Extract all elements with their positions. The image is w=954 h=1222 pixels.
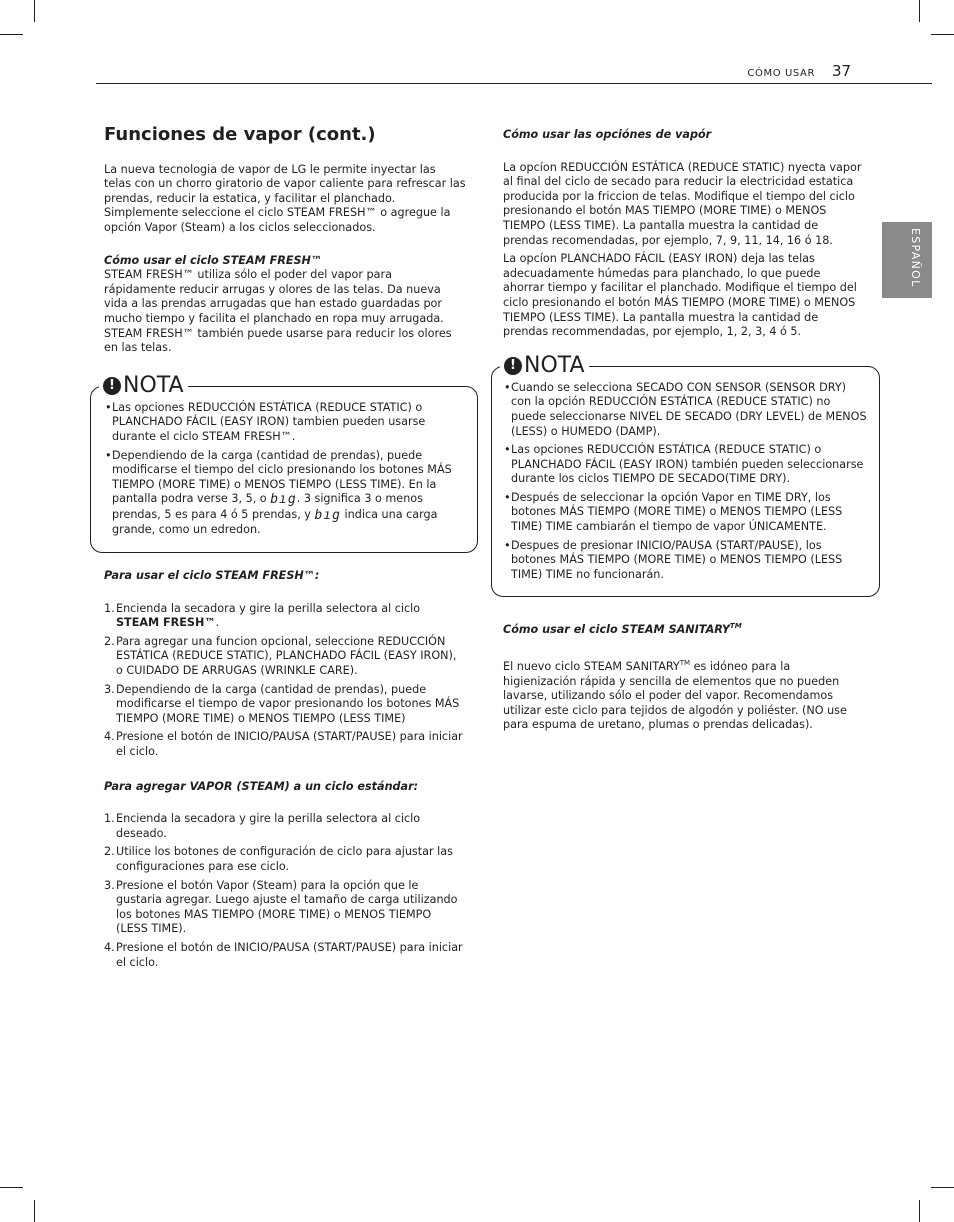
big-display-icon: bıg: [270, 492, 297, 508]
step-item: [104, 941, 466, 970]
warning-icon: !: [504, 357, 522, 375]
note-item: • Las opciones REDUCCIÓN ESTÁTICA (REDUCE STATIC) o PLANCHADO FÁCIL (EASY IRON) también pueden seleccionarse durante los ciclos TIEMPO DE SECADO(TIME DRY).: [504, 443, 867, 487]
page-number: 37: [832, 62, 852, 80]
easy-iron-paragraph: La opcíon PLANCHADO FÁCIL (EASY IRON) deja las telas adecuadamente húmedas para planchado, lo que puede ahorrar tiempo y facilitar el planchado. Modifique el tiempo del ciclo presionando el botón MÁS TIEMPO (MORE TIME) o MENOS TIEMPO (LESS TIME). La pantalla muestra la cantidad de prendas recommendadas, por ejemplo, 1, 2, 3, 4 ó 5.: [503, 252, 857, 339]
step-text: Encienda la secadora y gire la perilla selectora al ciclo deseado.: [116, 812, 421, 840]
crop-mark: [931, 34, 954, 35]
note-item: • Las opciones REDUCCIÓN ESTÁTICA (REDUCE STATIC) o PLANCHADO FÁCIL (EASY IRON) tambien pueden usarse durante el ciclo STEAM FRESH™.: [105, 401, 465, 445]
step-text: Presione el botón de INICIO/PAUSA (START/PAUSE) para iniciar el ciclo.: [116, 730, 463, 758]
step-number: 1.: [104, 601, 115, 615]
note-item: • Después de seleccionar la opción Vapor en TIME DRY, los botones MÁS TIEMPO (MORE TIME) o MENOS TIEMPO (LESS TIME) TIME cambiarán el tiempo de vapor ÚNICAMENTE.: [504, 491, 867, 535]
step-item: [104, 730, 466, 759]
note-text: Dependiendo de la carga (cantidad de prendas), puede modificarse el tiempo del ciclo presionando los botones MÁS TIEMPO (MORE TIME) o MENOS TIEMPO (LESS TIME). En la pantalla podra verse 3, 5, o: [112, 448, 452, 506]
crop-mark: [919, 1200, 920, 1222]
step-item: [104, 635, 466, 679]
step-text: Presione el botón Vapor (Steam) para la opción que le gustaria agregar. Luego ajuste el tamaño de carga utilizando los botones MAS TIEMPO (MORE TIME) o MENOS TIEMPO (LESS TIME).: [116, 878, 458, 936]
note-item: [105, 449, 465, 539]
trademark-mark: TM: [729, 622, 742, 631]
step-item: [104, 879, 466, 937]
heading-text: Cómo usar el ciclo STEAM SANITARY: [503, 623, 730, 637]
step-text: Presione el botón de INICIO/PAUSA (START/PAUSE) para iniciar el ciclo.: [116, 940, 463, 969]
step-text: Encienda la secadora y gire la perilla selectora al ciclo: [116, 601, 421, 615]
note-title: [99, 373, 188, 399]
step-text-bold: STEAM FRESH™: [116, 616, 216, 630]
big-display-icon: bıg: [314, 507, 341, 523]
trademark-mark: TM: [679, 659, 691, 668]
step-number: 3.: [104, 682, 115, 696]
step-number: 1.: [104, 812, 115, 826]
note-title-text: NOTA: [524, 352, 585, 378]
intro-paragraph: La nueva tecnologia de vapor de LG le permite inyectar las telas con un chorro giratorio de vapor caliente para refrescar las prendas, reducir la estatica, y facilitar el planchado. Simplemente seleccione el ciclo STEAM FRESH™ o agregue la opción Vapor (Steam) a los ciclos seleccionados.: [104, 162, 466, 234]
steam-fresh-paragraph: STEAM FRESH™ utiliza sólo el poder del vapor para rápidamente reducir arrugas y olores de las telas. Da nueva vida a las prendas arrugadas que han estado guardadas por mucho tiempo y facilita el planchado en ropa muy arrugada. STEAM FRESH™ también puede usarse para reducir los olores en las telas.: [104, 268, 452, 355]
step-item: [104, 812, 466, 841]
step-number: 4.: [104, 730, 115, 744]
language-tab: [882, 222, 932, 298]
paragraph-text: es idóneo para la higienización rápida y sencilla de elementos que no pueden lavarse, utilizando sólo el poder del vapor. Recomendamos utilizar este ciclo para tejidos de algodón y poliéster. (NO use para espuma de uretano, plumas o prendas delicadas).: [503, 660, 847, 732]
step-item: [104, 845, 466, 874]
crop-mark: [919, 0, 920, 22]
use-steam-fresh-steps: [104, 602, 466, 760]
note-item: • Cuando se selecciona SECADO CON SENSOR (SENSOR DRY) con la opción REDUCCIÓN ESTÁTICA (REDUCE STATIC) no puede seleccionarse NIVEL DE SECADO (DRY LEVEL) de MENOS (LESS) o HUMEDO (DAMP).: [504, 381, 867, 439]
step-number: 3.: [104, 878, 115, 892]
language-tab-label: ESPAÑOL: [909, 228, 922, 288]
step-text: Dependiendo de la carga (cantidad de prendas), puede modificarse el tiempo de vapor presionando los botones MÁS TIEMPO (MORE TIME) o MENOS TIEMPO (LESS TIME): [116, 682, 460, 725]
note-list: [504, 381, 867, 583]
steam-fresh-heading: Cómo usar el ciclo STEAM FRESH™: [104, 253, 323, 267]
crop-mark: [0, 1187, 23, 1188]
crop-mark: [0, 34, 23, 35]
header-divider: [96, 83, 932, 84]
step-text: .: [215, 616, 220, 630]
right-column: [503, 128, 865, 733]
add-steam-steps: [104, 812, 466, 970]
left-column: [104, 124, 466, 974]
step-number: 4.: [104, 940, 115, 954]
step-text: Para agregar una funcion opcional, seleccione REDUCCIÓN ESTÁTICA (REDUCE STATIC), PLANCHADO FÁCIL (EASY IRON), o CUIDADO DE ARRUGAS (WRINKLE CARE).: [116, 634, 457, 678]
steam-options-heading: Cómo usar las opciónes de vapór: [503, 128, 712, 141]
crop-mark: [34, 1200, 35, 1222]
note-item: • Despues de presionar INICIO/PAUSA (START/PAUSE), los botones MÁS TIEMPO (MORE TIME) o MENOS TIEMPO (LESS TIME) TIME no funcionarán.: [504, 539, 867, 583]
use-steam-fresh-heading: Para usar el ciclo STEAM FRESH™:: [104, 569, 320, 583]
note-title: [500, 353, 589, 379]
step-number: 2.: [104, 845, 115, 859]
steam-sanitary-heading: [503, 619, 865, 638]
warning-icon: !: [103, 377, 121, 395]
reduce-static-paragraph: La opcíon REDUCCIÓN ESTÁTICA (REDUCE STATIC) nyecta vapor al final del ciclo de secado para reducir la electricidad estatica producida por la friccion de telas. Modifique el tiempo del ciclo presionando el botón MAS TIEMPO (MORE TIME) o MENOS TIEMPO (LESS TIME). La pantalla muestra la cantidad de prendas recomendadas, por ejemplo, 7, 9, 11, 14, 16 ó 18.: [503, 160, 862, 247]
crop-mark: [34, 0, 35, 22]
page-title: Funciones de vapor (cont.): [104, 124, 376, 145]
step-item: [104, 683, 466, 727]
step-text: Utilice los botones de configuración de ciclo para ajustar las configuraciones para ese ciclo.: [116, 845, 453, 873]
note-box-right: [491, 352, 880, 598]
paragraph-text: El nuevo ciclo STEAM SANITARY: [503, 660, 680, 674]
crop-mark: [931, 1187, 954, 1188]
step-number: 2.: [104, 634, 115, 648]
add-steam-heading: Para agregar VAPOR (STEAM) a un ciclo estándar:: [104, 779, 419, 793]
note-box-left: [90, 372, 478, 553]
steam-sanitary-paragraph: [503, 656, 865, 733]
section-label: CÓMO USAR: [747, 68, 815, 79]
note-list: [105, 401, 465, 538]
note-title-text: NOTA: [123, 372, 184, 398]
note-text: indica una carga grande, como un edredon.: [112, 507, 438, 537]
note-text: . 3 significa 3 o menos prendas, 5 es para 4 ó 5 prendas, y: [112, 492, 423, 521]
step-item: [104, 602, 466, 631]
